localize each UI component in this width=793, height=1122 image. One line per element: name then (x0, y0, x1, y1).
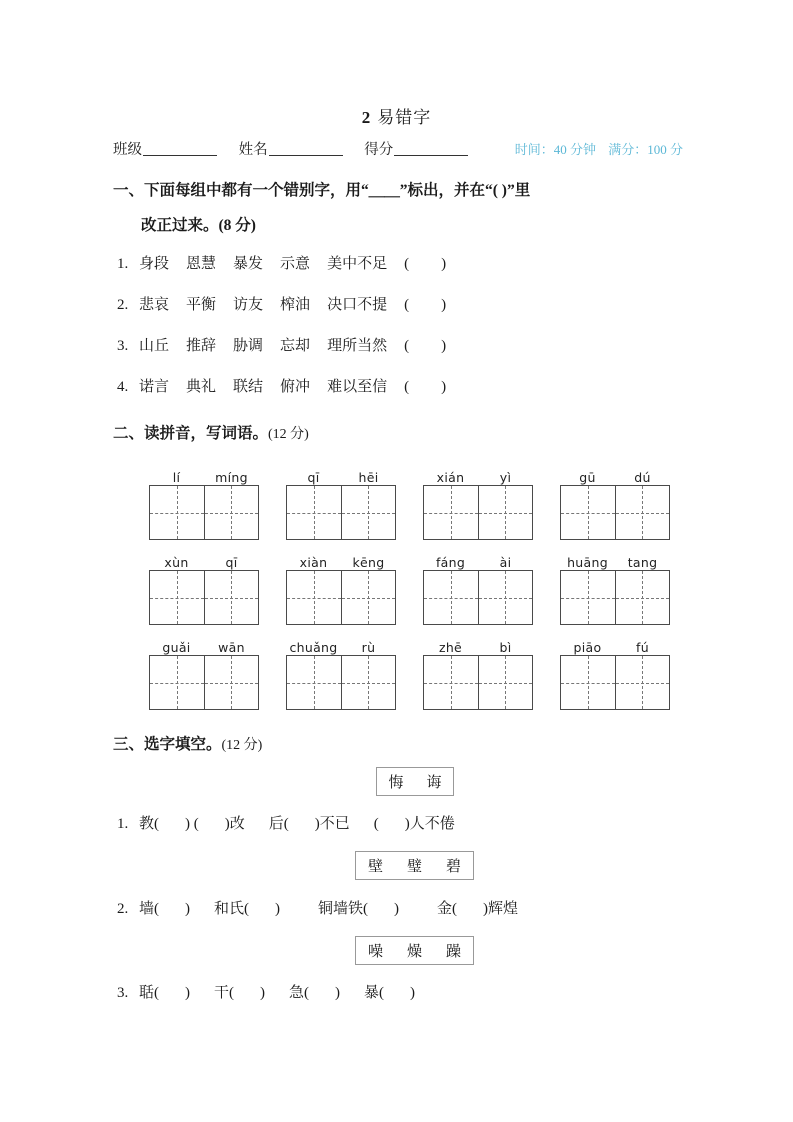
row-index: 3. (117, 338, 129, 354)
pinyin-syllable: wān (218, 640, 245, 655)
pinyin-syllable: qī (307, 470, 320, 485)
row-index: 1. (117, 816, 129, 832)
pinyin-syllable: ài (499, 555, 512, 570)
pinyin-syllable: rù (361, 640, 376, 655)
fill-part: ) (185, 985, 190, 1001)
section-3-heading-text: 三、选字填空。 (113, 736, 222, 753)
page-title-number: 2 (361, 108, 372, 127)
row-index: 3. (117, 985, 129, 1001)
pinyin-labels (423, 548, 533, 570)
tianzige-box[interactable] (423, 570, 533, 625)
tianzige-box[interactable] (560, 570, 670, 625)
page-title (0, 103, 793, 128)
section-2-heading-text: 二、读拼音，写词语。 (113, 425, 269, 442)
tianzige-cell[interactable] (341, 656, 396, 709)
choice-character[interactable]: 噪 (367, 944, 383, 960)
word: 难以至信 (327, 379, 388, 395)
fill-part: ) (275, 901, 280, 917)
tianzige-box[interactable] (286, 655, 396, 710)
section-1-heading (113, 178, 530, 200)
section-3-points: (12 分) (221, 738, 263, 753)
pinyin-grid-group[interactable] (423, 548, 533, 625)
tianzige-cell[interactable] (561, 486, 615, 539)
pinyin-syllable: xián (436, 470, 465, 485)
word: 山丘 (139, 338, 170, 354)
tianzige-cell[interactable] (150, 656, 204, 709)
pinyin-labels (423, 463, 533, 485)
fill-part: ) (410, 985, 415, 1001)
pinyin-grid-row (149, 463, 669, 543)
pinyin-grid-group[interactable] (149, 463, 259, 540)
fill-part: 教( (139, 816, 159, 832)
fill-part: )辉煌 (483, 901, 518, 917)
fill-part: 急( (289, 985, 309, 1001)
row-index: 2. (117, 901, 129, 917)
pinyin-grid-group[interactable] (423, 463, 533, 540)
field-class-label: 班级 (113, 142, 142, 158)
field-name (239, 138, 343, 159)
word: 平衡 (186, 297, 217, 313)
word: 榨油 (280, 297, 311, 313)
section-2-heading (113, 421, 309, 443)
word: 身段 (139, 256, 170, 272)
tianzige-cell[interactable] (287, 571, 341, 624)
tianzige-cell[interactable] (561, 656, 615, 709)
tianzige-cell[interactable] (150, 571, 204, 624)
pinyin-labels (286, 548, 396, 570)
choice-character[interactable]: 躁 (445, 944, 461, 960)
fill-in-row[interactable] (117, 897, 518, 918)
word: 决口不提 (327, 297, 388, 313)
word: 典礼 (186, 379, 217, 395)
tianzige-box[interactable] (560, 485, 670, 540)
fill-part: 和氏( (214, 901, 249, 917)
pinyin-grid-group[interactable] (560, 548, 670, 625)
table-row[interactable] (117, 293, 448, 314)
answer-parenthesis[interactable]: ( ) (404, 379, 449, 395)
tianzige-cell[interactable] (424, 571, 478, 624)
pinyin-syllable: zhē (438, 640, 463, 655)
fill-part: 金( (437, 901, 457, 917)
choice-character[interactable]: 悔 (388, 775, 404, 791)
pinyin-grid-group[interactable] (149, 548, 259, 625)
tianzige-box[interactable] (423, 485, 533, 540)
tianzige-box[interactable] (423, 655, 533, 710)
tianzige-box[interactable] (560, 655, 670, 710)
pinyin-labels (149, 548, 259, 570)
fill-part: )改 (224, 816, 245, 832)
field-class-blank[interactable] (143, 155, 217, 156)
page-title-text: 易错字 (377, 108, 432, 127)
pinyin-syllable: yì (499, 470, 512, 485)
pinyin-syllable: huāng (567, 555, 608, 570)
word: 联结 (233, 379, 264, 395)
choice-character[interactable]: 壁 (367, 859, 383, 875)
pinyin-grid-group[interactable] (149, 633, 259, 710)
fill-part: ) (260, 985, 265, 1001)
fill-part: 墙( (139, 901, 159, 917)
pinyin-syllable: chuǎng (289, 640, 338, 655)
row-index: 2. (117, 297, 129, 313)
table-row[interactable] (117, 375, 448, 396)
tianzige-box[interactable] (149, 485, 259, 540)
tianzige-cell[interactable] (287, 656, 341, 709)
pinyin-syllable: xiàn (299, 555, 328, 570)
tianzige-cell[interactable] (615, 656, 670, 709)
word: 推辞 (186, 338, 217, 354)
pinyin-labels (560, 548, 670, 570)
pinyin-labels (149, 463, 259, 485)
section-1-heading-text-2: 改正过来。 (141, 217, 219, 234)
field-score-label: 得分 (364, 142, 394, 158)
tianzige-cell[interactable] (478, 486, 533, 539)
pinyin-syllable: míng (215, 470, 248, 485)
pinyin-syllable: fú (636, 640, 649, 655)
time-limit-label: 时间：40 分钟 (514, 142, 596, 157)
pinyin-labels (560, 463, 670, 485)
word: 理所当然 (327, 338, 388, 354)
section-2-points: (12 分) (268, 427, 309, 442)
section-1-points: (8 分) (218, 217, 256, 234)
pinyin-grid-row (149, 548, 669, 628)
tianzige-box[interactable] (149, 655, 259, 710)
field-name-label: 姓名 (238, 142, 268, 158)
character-choice-box[interactable] (355, 936, 474, 965)
answer-parenthesis[interactable]: ( ) (404, 297, 449, 313)
row-index: 1. (117, 256, 129, 272)
tianzige-cell[interactable] (204, 571, 259, 624)
word: 暴发 (233, 256, 264, 272)
fill-part: 铜墙铁( (318, 901, 368, 917)
field-score (364, 138, 468, 159)
choice-character[interactable]: 璧 (406, 859, 422, 875)
pinyin-grid-row (149, 633, 669, 713)
word: 示意 (280, 256, 311, 272)
word: 诺言 (139, 379, 170, 395)
pinyin-syllable: tang (627, 555, 658, 570)
row-index: 4. (117, 379, 129, 395)
answer-parenthesis[interactable]: ( ) (404, 338, 449, 354)
pinyin-syllable: bì (499, 640, 512, 655)
table-row[interactable] (117, 334, 448, 355)
choice-character[interactable]: 诲 (426, 775, 442, 791)
word: 恩慧 (186, 256, 217, 272)
tianzige-cell[interactable] (615, 571, 670, 624)
fill-part: 暴( (364, 985, 384, 1001)
tianzige-cell[interactable] (424, 486, 478, 539)
pinyin-labels (286, 463, 396, 485)
pinyin-syllable: piāo (573, 640, 602, 655)
pinyin-syllable: dú (634, 470, 651, 485)
tianzige-cell[interactable] (341, 486, 396, 539)
field-name-blank[interactable] (269, 155, 343, 156)
table-row[interactable] (117, 252, 448, 273)
pinyin-grid-group[interactable] (423, 633, 533, 710)
tianzige-cell[interactable] (204, 486, 259, 539)
tianzige-cell[interactable] (341, 571, 396, 624)
tianzige-cell[interactable] (204, 656, 259, 709)
tianzige-cell[interactable] (561, 571, 615, 624)
fill-part: 后( (268, 816, 289, 832)
tianzige-cell[interactable] (287, 486, 341, 539)
word: 忘却 (280, 338, 311, 354)
fill-part: ) (335, 985, 340, 1001)
pinyin-grid-group[interactable] (560, 633, 670, 710)
fill-in-row[interactable] (117, 812, 455, 833)
pinyin-syllable: qī (225, 555, 238, 570)
field-score-blank[interactable] (394, 155, 468, 156)
pinyin-syllable: lí (172, 470, 181, 485)
word: 悲哀 (139, 297, 170, 313)
word: 俯冲 (280, 379, 311, 395)
choice-character[interactable]: 碧 (445, 859, 461, 875)
section-1-heading-cont (141, 213, 256, 235)
choice-character[interactable]: 燥 (406, 944, 422, 960)
pinyin-syllable: guǎi (162, 640, 191, 655)
pinyin-syllable: fáng (435, 555, 466, 570)
word: 美中不足 (327, 256, 388, 272)
pinyin-grid-group[interactable] (286, 633, 396, 710)
pinyin-labels (423, 633, 533, 655)
pinyin-syllable: xùn (164, 555, 189, 570)
tianzige-cell[interactable] (150, 486, 204, 539)
fill-part: 聒( (139, 985, 159, 1001)
pinyin-labels (149, 633, 259, 655)
word: 胁调 (233, 338, 264, 354)
pinyin-syllable: kēng (352, 555, 385, 570)
fill-in-row[interactable] (117, 981, 415, 1002)
fill-part: )不已 (314, 816, 350, 832)
field-class (113, 138, 217, 159)
character-choice-box[interactable] (355, 851, 474, 880)
pinyin-labels (286, 633, 396, 655)
student-info-line (113, 138, 683, 159)
pinyin-grid-group[interactable] (560, 463, 670, 540)
tianzige-box[interactable] (286, 570, 396, 625)
pinyin-syllable: hēi (358, 470, 379, 485)
fill-part: 干( (214, 985, 234, 1001)
character-choice-box[interactable] (376, 767, 454, 796)
tianzige-cell[interactable] (615, 486, 670, 539)
word: 访友 (233, 297, 264, 313)
tianzige-cell[interactable] (478, 571, 533, 624)
section-1-heading-text: 一、下面每组中都有一个错别字，用“＿＿”标出，并在“( )”里 (113, 182, 531, 199)
fill-part: ) ( (185, 816, 199, 832)
fill-part: )人不倦 (404, 816, 455, 832)
pinyin-grid-group[interactable] (286, 463, 396, 540)
answer-parenthesis[interactable]: ( ) (404, 256, 449, 272)
fill-part: ( (373, 816, 379, 832)
pinyin-grid-group[interactable] (286, 548, 396, 625)
tianzige-cell[interactable] (478, 656, 533, 709)
tianzige-cell[interactable] (424, 656, 478, 709)
tianzige-box[interactable] (286, 485, 396, 540)
total-score-label: 满分：100 分 (608, 142, 683, 157)
fill-part: ) (394, 901, 399, 917)
fill-part: ) (185, 901, 190, 917)
exam-meta (506, 139, 683, 158)
pinyin-syllable: gū (579, 470, 596, 485)
section-3-heading (113, 732, 262, 754)
tianzige-box[interactable] (149, 570, 259, 625)
pinyin-labels (560, 633, 670, 655)
